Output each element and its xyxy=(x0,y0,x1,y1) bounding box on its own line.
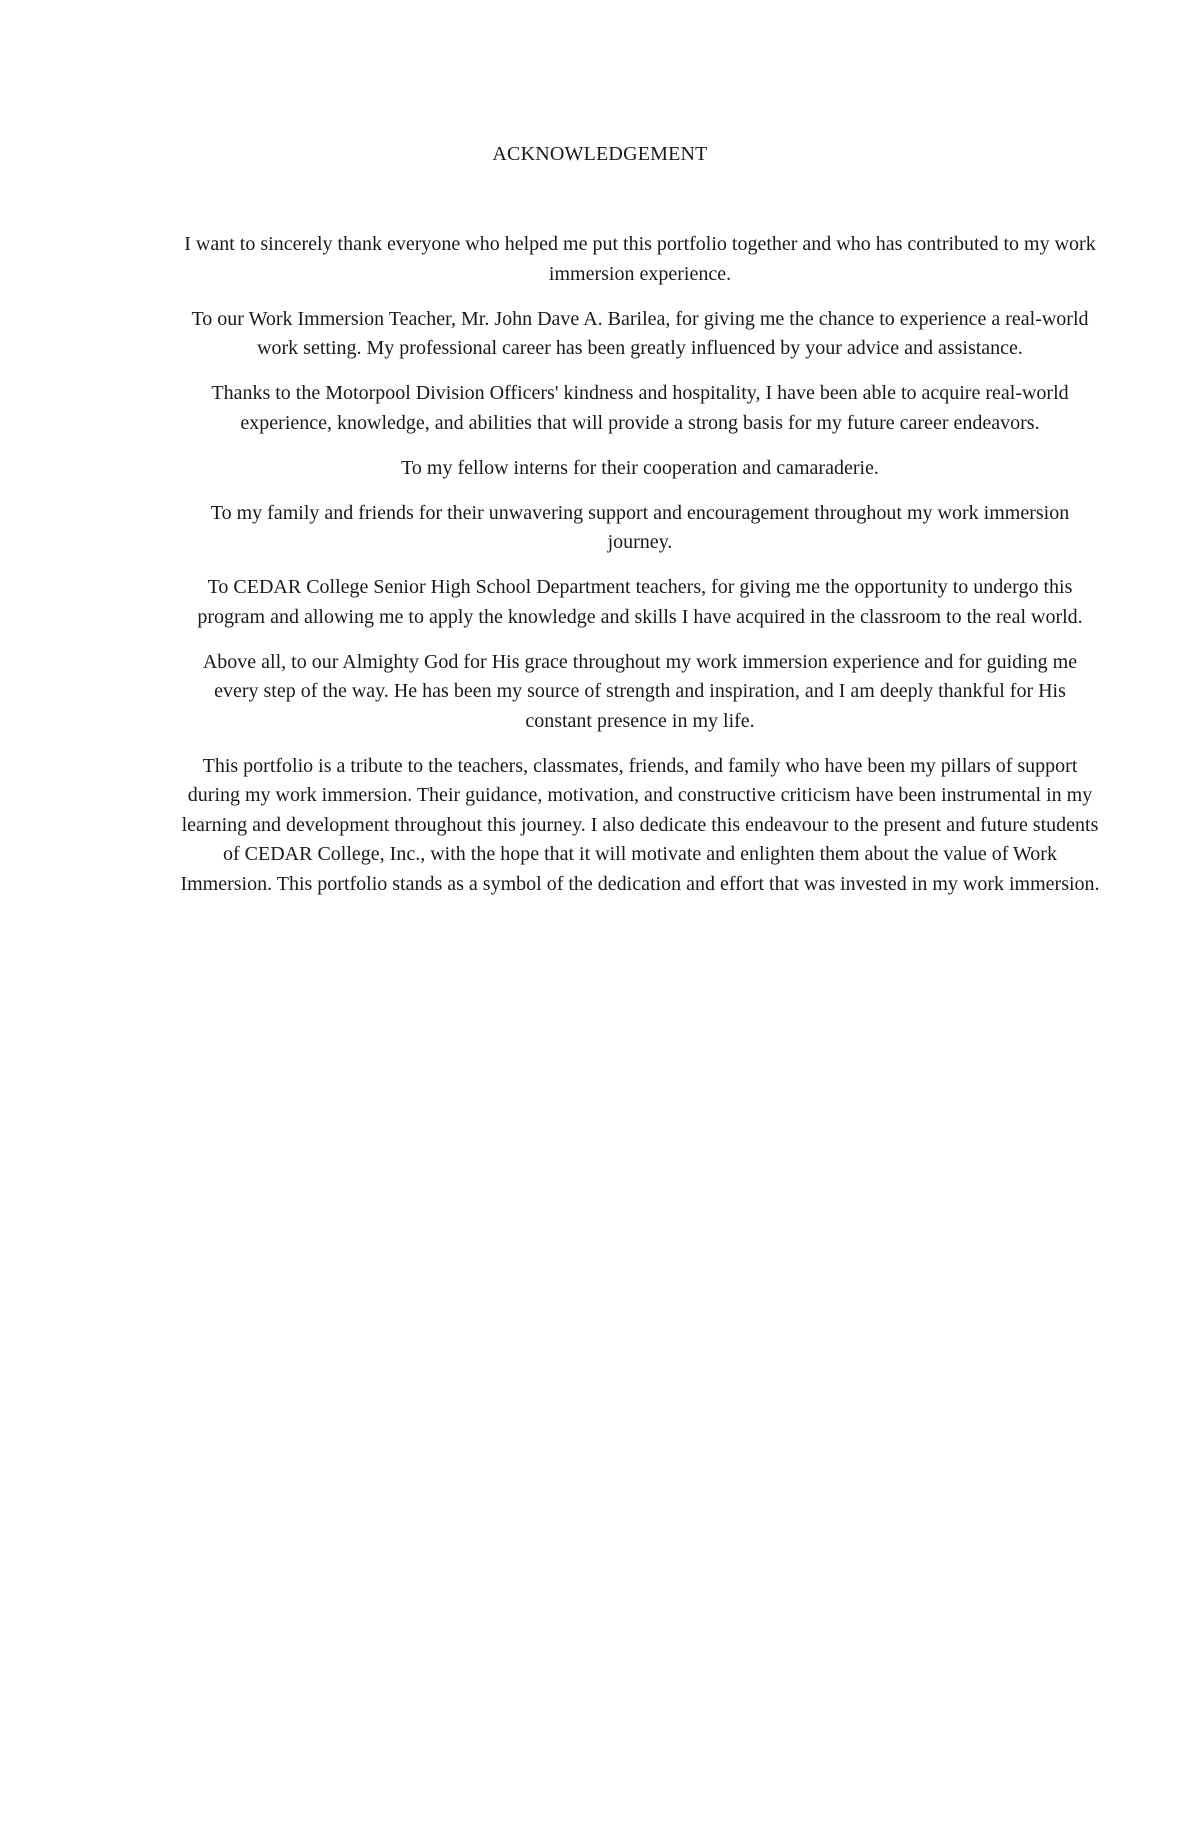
acknowledgement-body xyxy=(180,230,1100,915)
paragraph-teacher: To our Work Immersion Teacher, Mr. John Dave A. Barilea, for giving me the chance to experience a real-world work setting. My professional career has been greatly influenced by your advice and assistance. xyxy=(191,307,1089,359)
paragraph-cedar-teachers: To CEDAR College Senior High School Department teachers, for giving me the opportunity to undergo this program and allowing me to apply the knowledge and skills I have acquired in the classroom to the real world. xyxy=(197,576,1083,628)
page-title: ACKNOWLEDGEMENT xyxy=(492,143,708,165)
paragraph-god: Above all, to our Almighty God for His grace throughout my work immersion experience and for guiding me every step of the way. He has been my source of strength and inspiration, and I am deeply thankful for His constant presence in my life. xyxy=(202,650,1078,732)
paragraph-family: To my family and friends for their unwavering support and encouragement throughout my work immersion journey. xyxy=(210,501,1070,553)
paragraph-interns: To my fellow interns for their cooperation and camaraderie. xyxy=(401,456,879,479)
paragraph-motorpool: Thanks to the Motorpool Division Officers' kindness and hospitality, I have been able to acquire real-world experience, knowledge, and abilities that will provide a strong basis for my future career endeavors. xyxy=(211,382,1069,434)
paragraph-intro: I want to sincerely thank everyone who helped me put this portfolio together and who has contributed to my work immersion experience. xyxy=(184,233,1096,285)
paragraph-dedication: This portfolio is a tribute to the teachers, classmates, friends, and family who have been my pillars of support during my work immersion. Their guidance, motivation, and constructive criticism have been instrumental in my learning and development throughout this journey. I also dedicate this endeavour to the present and future students of CEDAR College, Inc., with the hope that it will motivate and enlighten them about the value of Work Immersion. This portfolio stands as a symbol of the dedication and effort that was invested in my work immersion. xyxy=(180,754,1100,895)
